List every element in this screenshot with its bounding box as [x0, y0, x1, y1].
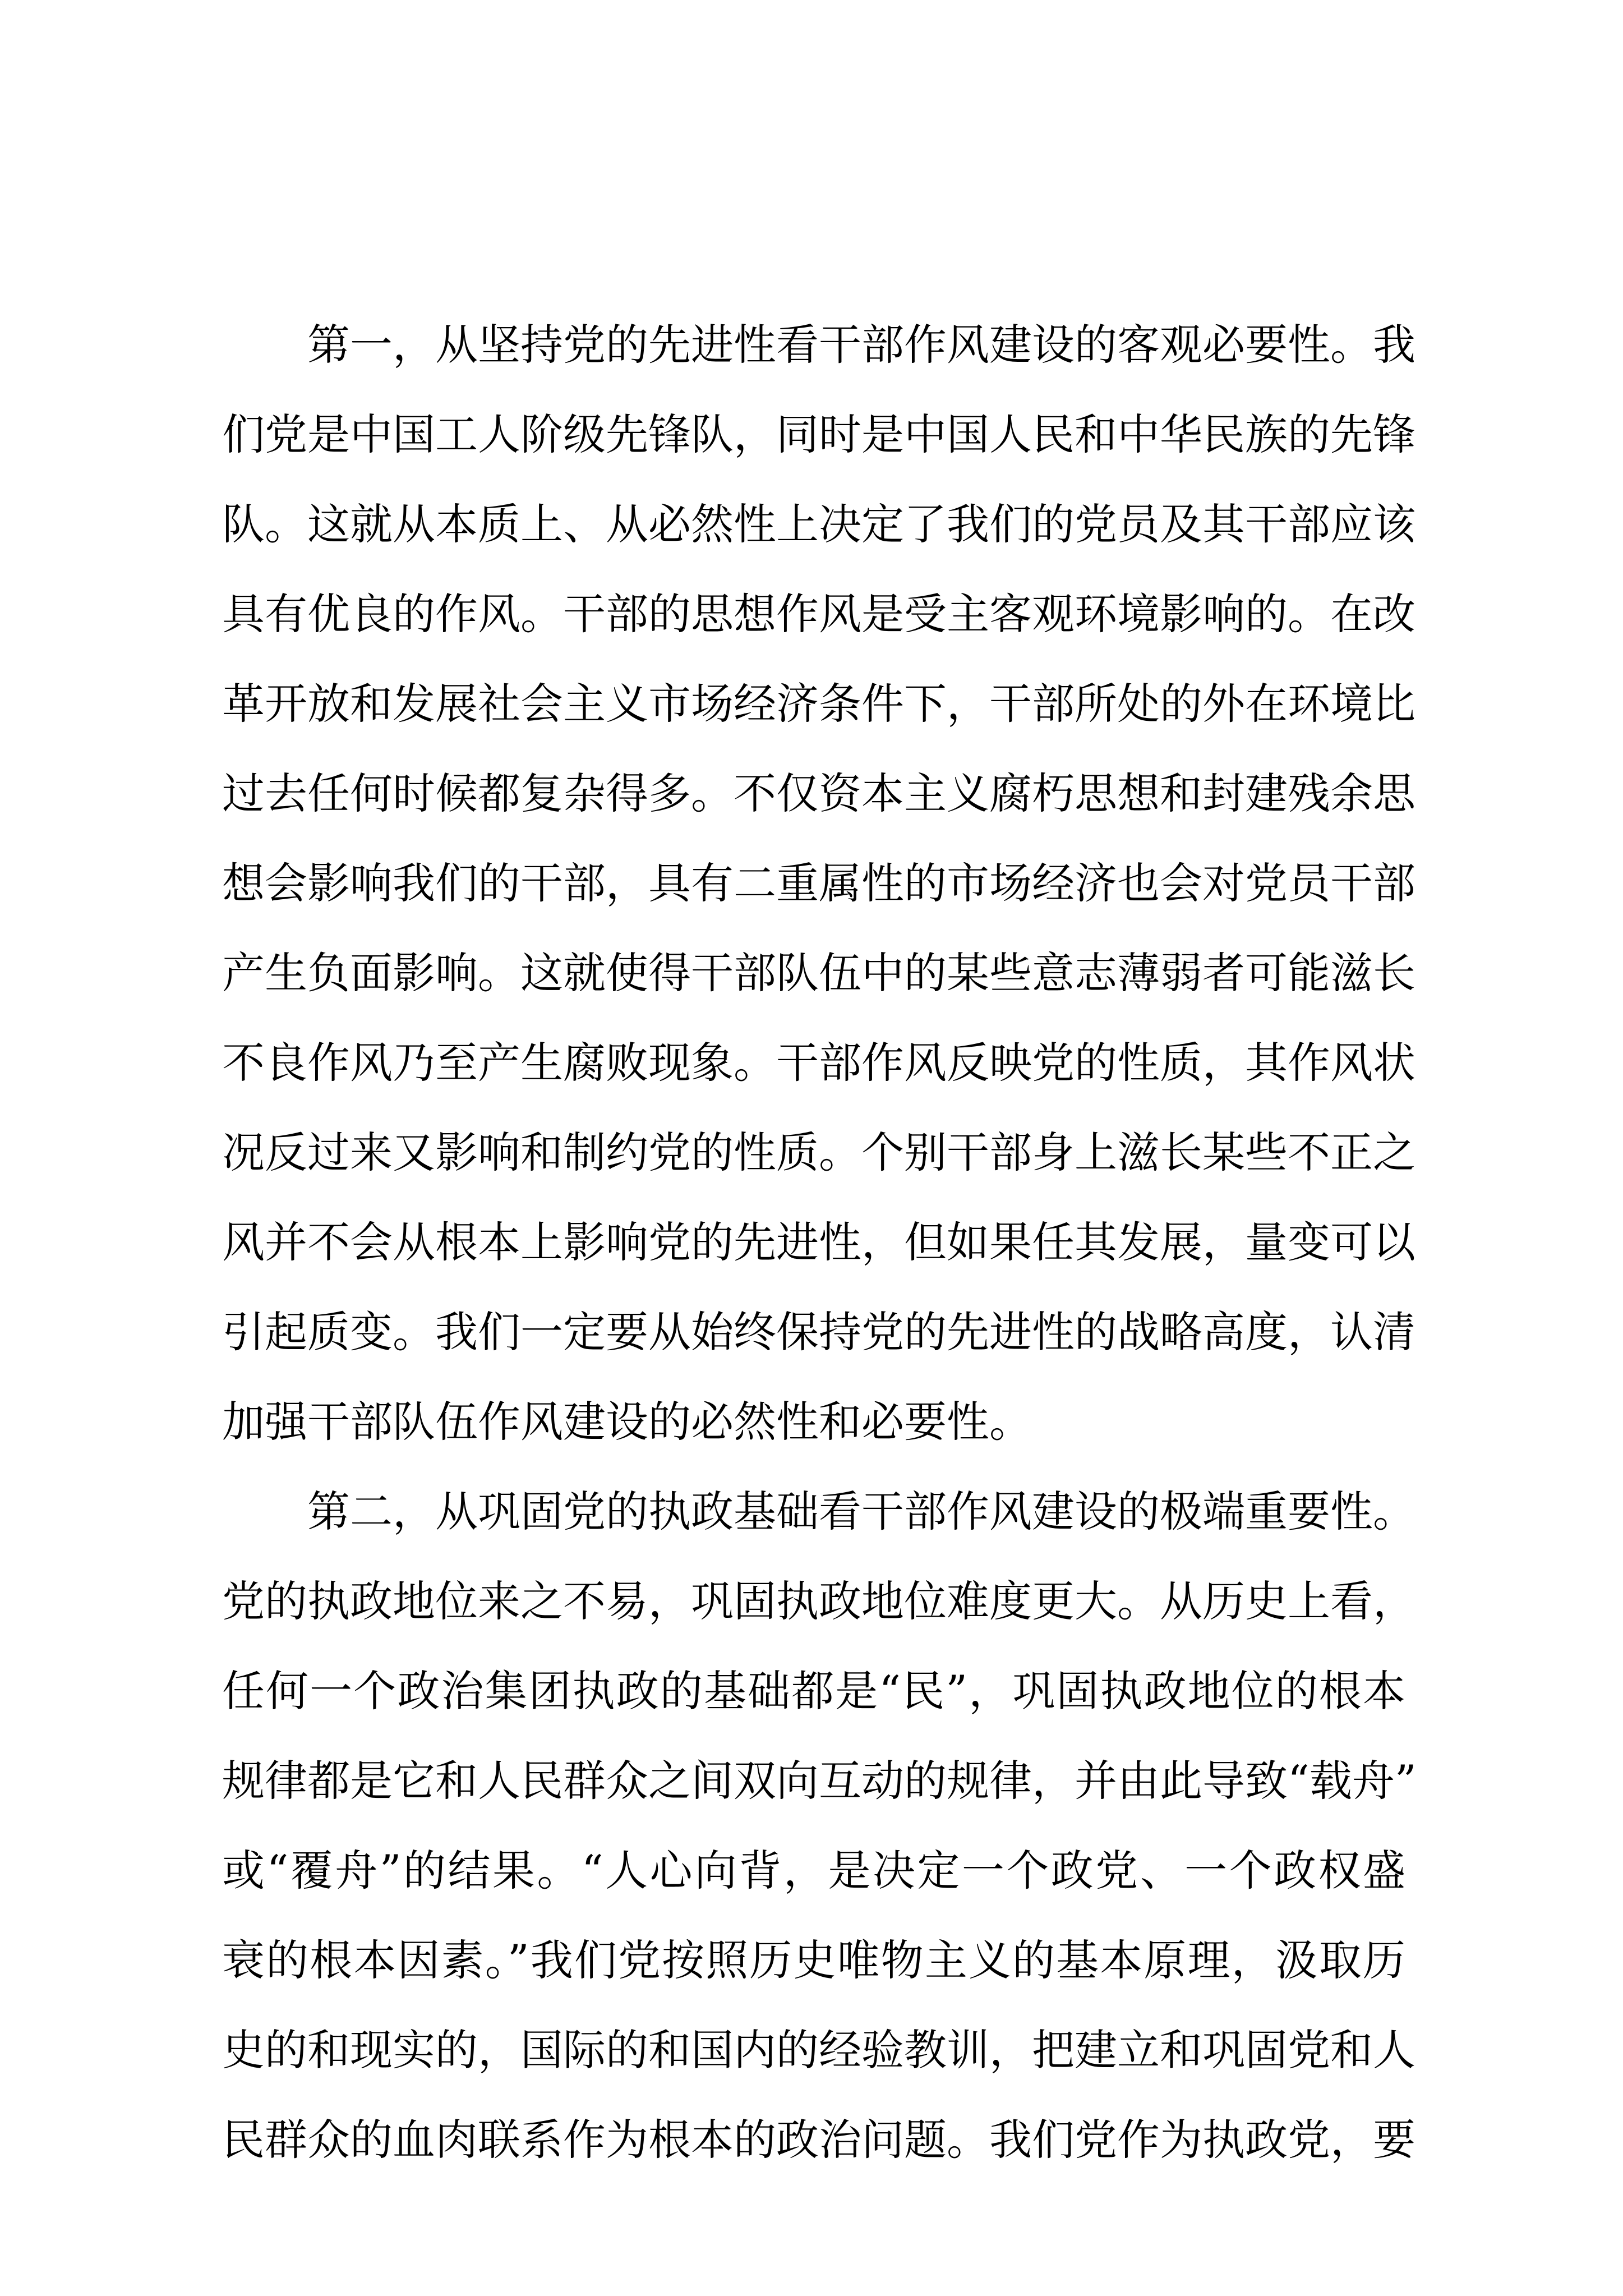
paragraph-1-line-3: 队。这就从本质上、从必然性上决定了我们的党员及其干部应该: [222, 499, 1415, 549]
paragraph-2-line-6: 衰的根本因素。”我们党按照历史唯物主义的基本原理，汲取历: [222, 1935, 1405, 1985]
paragraph-1-line-5: 革开放和发展社会主义市场经济条件下，干部所处的外在环境比: [222, 679, 1415, 729]
paragraph-1-line-2: 们党是中国工人阶级先锋队，同时是中国人民和中华民族的先锋: [222, 409, 1415, 459]
paragraph-1-line-8: 产生负面影响。这就使得干部队伍中的某些意志薄弱者可能滋长: [222, 948, 1415, 998]
paragraph-1-line-11: 风并不会从根本上影响党的先进性，但如果任其发展，量变可以: [222, 1217, 1415, 1267]
paragraph-1-line-9: 不良作风乃至产生腐败现象。干部作风反映党的性质，其作风状: [222, 1038, 1415, 1088]
paragraph-1-line-10: 况反过来又影响和制约党的性质。个别干部身上滋长某些不正之: [222, 1128, 1415, 1177]
paragraph-1-line-7: 想会影响我们的干部，具有二重属性的市场经济也会对党员干部: [222, 858, 1415, 908]
paragraph-2-line-3: 任何一个政治集团执政的基础都是“民”，巩固执政地位的根本: [222, 1666, 1405, 1716]
paragraph-1-line-1: 第一，从坚持党的先进性看干部作风建设的客观必要性。我: [307, 320, 1415, 370]
paragraph-2-line-2: 党的执政地位来之不易，巩固执政地位难度更大。从历史上看，: [222, 1576, 1415, 1626]
paragraph-2-line-8: 民群众的血肉联系作为根本的政治问题。我们党作为执政党，要: [222, 2115, 1415, 2165]
paragraph-1-line-6: 过去任何时候都复杂得多。不仅资本主义腐朽思想和封建残余思: [222, 769, 1415, 818]
paragraph-1-line-13: 加强干部队伍作风建设的必然性和必要性。: [222, 1397, 1032, 1447]
paragraph-1-line-12: 引起质变。我们一定要从始终保持党的先进性的战略高度，认清: [222, 1307, 1415, 1357]
paragraph-2-line-7: 史的和现实的，国际的和国内的经验教训，把建立和巩固党和人: [222, 2025, 1415, 2075]
paragraph-2-line-4: 规律都是它和人民群众之间双向互动的规律，并由此导致“载舟”: [222, 1756, 1417, 1806]
paragraph-2-line-5: 或“覆舟”的结果。“人心向背，是决定一个政党、一个政权盛: [222, 1846, 1405, 1895]
paragraph-2-line-1: 第二，从巩固党的执政基础看干部作风建设的极端重要性。: [307, 1487, 1415, 1536]
paragraph-1-line-4: 具有优良的作风。干部的思想作风是受主客观环境影响的。在改: [222, 589, 1415, 639]
